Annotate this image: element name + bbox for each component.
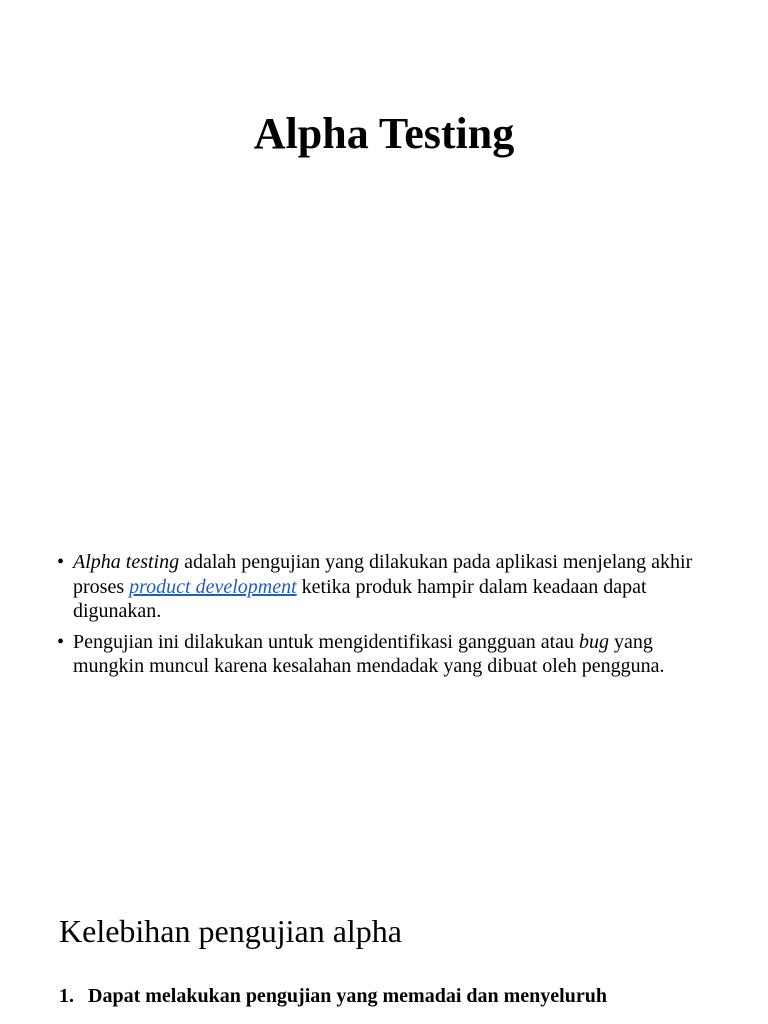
section-heading: Kelebihan pengujian alpha [59, 913, 402, 949]
bullet-text: adalah pengujian yang dilakukan pada aplikasi menjelang akhir proses [73, 551, 693, 598]
number-marker: 1. [59, 985, 74, 1007]
bullet-text: ketika produk hampir dalam keadaan dapat digunakan. [73, 575, 647, 622]
bullet-item [57, 550, 697, 624]
product-development-link[interactable]: product development [129, 575, 297, 598]
bullet-marker: • [57, 630, 65, 653]
numbered-item [59, 983, 699, 1009]
term-bug: bug [579, 630, 610, 653]
slide-title: Alpha Testing [253, 109, 515, 158]
bullet-text: yang mungkin muncul karena kesalahan mendadak yang dibuat oleh pengguna. [73, 630, 665, 677]
bullet-item [57, 630, 697, 679]
bullet-list [57, 550, 697, 685]
numbered-list [59, 983, 699, 1009]
bullet-marker: • [57, 551, 65, 573]
numbered-item-text: Dapat melakukan pengujian yang memadai dan menyeluruh [88, 985, 607, 1007]
bullet-text: Pengujian ini dilakukan untuk mengidentifikasi gangguan atau [73, 630, 580, 653]
term-alpha-testing: Alpha testing [73, 551, 180, 573]
